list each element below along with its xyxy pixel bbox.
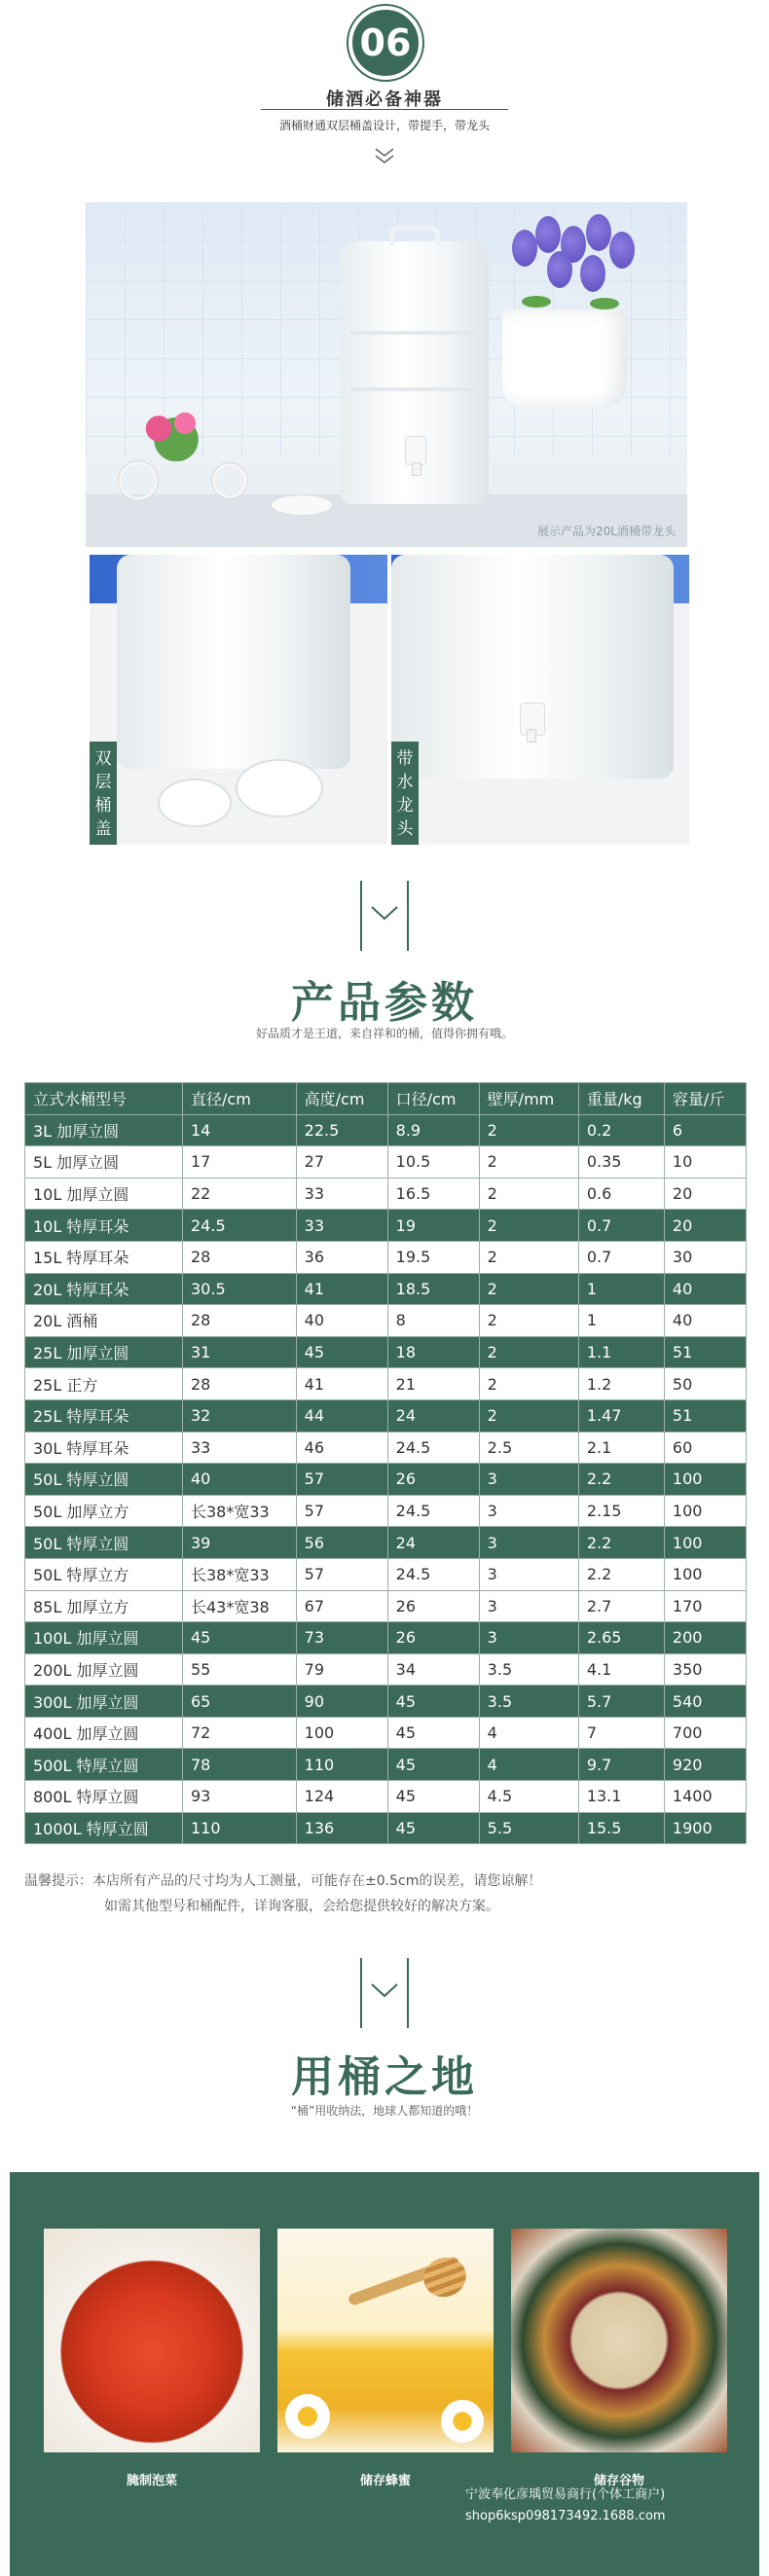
table-cell: 3.5	[479, 1653, 578, 1686]
table-cell: 26	[387, 1590, 479, 1622]
kimchi-photo	[44, 2229, 260, 2452]
table-cell: 33	[296, 1178, 387, 1210]
table-cell: 25L 特厚耳朵	[25, 1399, 183, 1432]
table-cell: 18	[387, 1336, 479, 1368]
table-cell: 2.15	[578, 1495, 664, 1527]
table-header: 直径/cm	[183, 1083, 297, 1115]
chevron-down-icon	[370, 1981, 399, 2001]
table-cell: 24.5	[183, 1210, 297, 1242]
table-cell: 45	[296, 1336, 387, 1368]
table-cell: 1000L 特厚立圆	[25, 1812, 183, 1844]
table-cell: 2	[479, 1399, 578, 1432]
table-cell: 20L 特厚耳朵	[25, 1273, 183, 1305]
table-cell: 19.5	[387, 1241, 479, 1273]
shop-url[interactable]: shop6ksp098173492.1688.com	[465, 2509, 666, 2523]
table-cell: 30	[664, 1241, 746, 1273]
table-cell: 18.5	[387, 1273, 479, 1305]
table-cell: 1400	[664, 1781, 746, 1813]
table-cell: 0.6	[578, 1178, 664, 1210]
table-cell: 50L 加厚立方	[25, 1495, 183, 1527]
chevron-down-icon	[370, 904, 399, 924]
barrel-lid	[271, 494, 333, 516]
table-cell: 1	[578, 1305, 664, 1337]
outer-cap	[236, 759, 323, 817]
params-subtitle: 好品质才是王道，来自祥和的桶，值得你拥有哦。	[255, 1027, 513, 1040]
table-cell: 67	[296, 1590, 387, 1622]
table-row	[25, 1590, 747, 1622]
table-cell: 2	[479, 1210, 578, 1242]
table-cell: 44	[296, 1399, 387, 1432]
table-cell: 16.5	[387, 1178, 479, 1210]
table-cell: 540	[664, 1686, 746, 1718]
tap-label: 带水龙头	[391, 742, 419, 845]
table-cell: 4	[479, 1717, 578, 1749]
table-cell: 22.5	[296, 1114, 387, 1146]
table-cell: 20	[664, 1178, 746, 1210]
table-cell: 3	[479, 1590, 578, 1622]
table-cell: 79	[296, 1653, 387, 1686]
table-row	[25, 1812, 747, 1844]
table-row	[25, 1749, 747, 1781]
table-cell: 51	[664, 1399, 746, 1432]
table-row	[25, 1241, 747, 1273]
table-cell: 46	[296, 1432, 387, 1464]
table-cell: 19	[387, 1210, 479, 1242]
table-cell: 1	[578, 1273, 664, 1305]
table-cell: 100	[664, 1558, 746, 1590]
table-cell: 28	[183, 1368, 297, 1400]
table-cell: 8	[387, 1305, 479, 1337]
table-cell: 24.5	[387, 1558, 479, 1590]
table-cell: 17	[183, 1146, 297, 1179]
table-cell: 55	[183, 1653, 297, 1686]
table-cell: 170	[664, 1590, 746, 1622]
table-row	[25, 1305, 747, 1337]
table-cell: 2	[479, 1305, 578, 1337]
usage-label: 储存蜂蜜	[359, 2474, 411, 2488]
table-cell: 长38*宽33	[183, 1558, 297, 1590]
table-row	[25, 1717, 747, 1749]
table-cell: 40	[183, 1464, 297, 1496]
table-cell: 45	[387, 1781, 479, 1813]
table-cell: 0.35	[578, 1146, 664, 1179]
table-cell: 65	[183, 1686, 297, 1718]
table-row	[25, 1399, 747, 1432]
table-cell: 200L 加厚立圆	[25, 1653, 183, 1686]
table-cell: 2	[479, 1146, 578, 1179]
table-cell: 41	[296, 1368, 387, 1400]
table-cell: 100	[664, 1527, 746, 1559]
params-title: 产品参数	[291, 978, 478, 1028]
table-cell: 50L 特厚立圆	[25, 1464, 183, 1496]
table-cell: 5L 加厚立圆	[25, 1146, 183, 1179]
usage-label: 腌制泡菜	[126, 2474, 177, 2488]
table-cell: 32	[183, 1399, 297, 1432]
table-cell: 33	[296, 1210, 387, 1242]
table-cell: 800L 特厚立圆	[25, 1781, 183, 1813]
table-row	[25, 1653, 747, 1686]
daisy	[441, 2400, 484, 2443]
table-row	[25, 1495, 747, 1527]
table-cell: 60	[664, 1432, 746, 1464]
table-cell: 36	[296, 1241, 387, 1273]
table-cell: 40	[296, 1305, 387, 1337]
table-cell: 24	[387, 1527, 479, 1559]
table-cell: 78	[183, 1749, 297, 1781]
table-cell: 110	[296, 1749, 387, 1781]
table-row	[25, 1686, 747, 1718]
table-cell: 0.7	[578, 1241, 664, 1273]
table-cell: 2	[479, 1336, 578, 1368]
table-cell: 4.1	[578, 1653, 664, 1686]
table-cell: 50L 特厚立圆	[25, 1527, 183, 1559]
table-cell: 40	[664, 1273, 746, 1305]
table-cell: 9.7	[578, 1749, 664, 1781]
section-arrow	[360, 881, 409, 951]
tap-photo	[391, 555, 689, 845]
table-cell: 10L 加厚立圆	[25, 1178, 183, 1210]
shop-name: 宁波奉化彦瑀贸易商行(个体工商户)	[465, 2487, 666, 2502]
table-cell: 39	[183, 1527, 297, 1559]
table-cell: 0.7	[578, 1210, 664, 1242]
table-cell: 85L 加厚立方	[25, 1590, 183, 1622]
table-row	[25, 1114, 747, 1146]
table-cell: 110	[183, 1812, 297, 1844]
table-cell: 2	[479, 1368, 578, 1400]
table-cell: 3	[479, 1527, 578, 1559]
table-cell: 10	[664, 1146, 746, 1179]
table-row	[25, 1527, 747, 1559]
table-cell: 7	[578, 1717, 664, 1749]
chevron-down-icon	[373, 146, 396, 165]
table-cell: 90	[296, 1686, 387, 1718]
table-cell: 51	[664, 1336, 746, 1368]
table-cell: 长43*宽38	[183, 1590, 297, 1622]
usage-label: 储存谷物	[593, 2474, 644, 2488]
table-cell: 27	[296, 1146, 387, 1179]
table-cell: 57	[296, 1495, 387, 1527]
section-number-badge	[348, 6, 422, 80]
wine-barrel	[341, 241, 489, 504]
table-cell: 2.1	[578, 1432, 664, 1464]
barrel-body	[117, 555, 350, 769]
table-cell: 1.47	[578, 1399, 664, 1432]
table-cell: 24.5	[387, 1495, 479, 1527]
table-cell: 45	[387, 1686, 479, 1718]
table-cell: 45	[183, 1622, 297, 1654]
table-cell: 13.1	[578, 1781, 664, 1813]
table-cell: 20	[664, 1210, 746, 1242]
double-lid-photo	[90, 555, 387, 845]
table-cell: 3.5	[479, 1686, 578, 1718]
lavender-plant	[493, 212, 648, 319]
table-cell: 56	[296, 1527, 387, 1559]
table-row	[25, 1273, 747, 1305]
table-cell: 2.5	[479, 1432, 578, 1464]
table-cell: 1.1	[578, 1336, 664, 1368]
table-cell: 31	[183, 1336, 297, 1368]
table-cell: 15.5	[578, 1812, 664, 1844]
table-cell: 24	[387, 1399, 479, 1432]
section-subtitle: 酒桶财通双层桶盖设计，带提手，带龙头	[278, 119, 490, 132]
table-cell: 26	[387, 1622, 479, 1654]
table-cell: 100	[664, 1495, 746, 1527]
table-cell: 26	[387, 1464, 479, 1496]
table-row	[25, 1558, 747, 1590]
table-cell: 21	[387, 1368, 479, 1400]
table-cell: 0.2	[578, 1114, 664, 1146]
grains-photo	[511, 2229, 727, 2452]
table-row	[25, 1781, 747, 1813]
table-cell: 700	[664, 1717, 746, 1749]
honey-photo	[277, 2229, 494, 2452]
table-header: 容量/斤	[664, 1083, 746, 1115]
table-cell: 920	[664, 1749, 746, 1781]
table-cell: 3	[479, 1495, 578, 1527]
table-cell: 200	[664, 1622, 746, 1654]
table-row	[25, 1178, 747, 1210]
table-cell: 2	[479, 1241, 578, 1273]
table-cell: 25L 加厚立圆	[25, 1336, 183, 1368]
table-row	[25, 1210, 747, 1242]
table-cell: 2.2	[578, 1527, 664, 1559]
table-cell: 72	[183, 1717, 297, 1749]
table-cell: 4	[479, 1749, 578, 1781]
table-cell: 2.2	[578, 1464, 664, 1496]
table-header: 壁厚/mm	[479, 1083, 578, 1115]
table-cell: 100L 加厚立圆	[25, 1622, 183, 1654]
shop-watermark	[465, 2485, 767, 2527]
section-title: 储酒必备神器	[326, 90, 443, 110]
table-cell: 2	[479, 1178, 578, 1210]
table-cell: 45	[387, 1717, 479, 1749]
honey-dipper	[418, 2252, 471, 2304]
table-cell: 25L 正方	[25, 1368, 183, 1400]
table-cell: 6	[664, 1114, 746, 1146]
table-cell: 2.7	[578, 1590, 664, 1622]
table-row	[25, 1464, 747, 1496]
table-cell: 4.5	[479, 1781, 578, 1813]
warm-tip: 温馨提示：本店所有产品的尺寸均为人工测量，可能存在±0.5cm的误差，请您谅解！	[24, 1873, 542, 1889]
table-cell: 500L 特厚立圆	[25, 1749, 183, 1781]
table-cell: 8.9	[387, 1114, 479, 1146]
table-cell: 40	[664, 1305, 746, 1337]
table-cell: 100	[664, 1464, 746, 1496]
table-header: 高度/cm	[296, 1083, 387, 1115]
product-photo-main	[86, 202, 687, 547]
flower-bike-decoration	[115, 407, 261, 504]
table-row	[25, 1622, 747, 1654]
barrel-body	[391, 555, 674, 779]
faucet-icon	[520, 703, 545, 736]
title-divider	[261, 109, 508, 110]
inner-cap	[158, 779, 232, 827]
table-cell: 1.2	[578, 1368, 664, 1400]
table-cell: 5.7	[578, 1686, 664, 1718]
table-header: 立式水桶型号	[25, 1083, 183, 1115]
table-cell: 2	[479, 1273, 578, 1305]
table-cell: 300L 加厚立圆	[25, 1686, 183, 1718]
table-cell: 45	[387, 1812, 479, 1844]
table-cell: 57	[296, 1558, 387, 1590]
table-cell: 22	[183, 1178, 297, 1210]
section-number: 06	[359, 21, 412, 64]
table-cell: 5.5	[479, 1812, 578, 1844]
table-cell: 3	[479, 1622, 578, 1654]
table-cell: 2.2	[578, 1558, 664, 1590]
table-cell: 2	[479, 1114, 578, 1146]
table-cell: 50L 特厚立方	[25, 1558, 183, 1590]
table-cell: 33	[183, 1432, 297, 1464]
table-cell: 3	[479, 1558, 578, 1590]
table-cell: 15L 特厚耳朵	[25, 1241, 183, 1273]
table-row	[25, 1432, 747, 1464]
table-cell: 2.65	[578, 1622, 664, 1654]
table-header-row	[25, 1083, 747, 1115]
table-cell: 100	[296, 1717, 387, 1749]
table-cell: 73	[296, 1622, 387, 1654]
table-row	[25, 1146, 747, 1179]
usage-title: 用桶之地	[291, 2052, 478, 2102]
tap-icon	[405, 436, 426, 465]
table-cell: 34	[387, 1653, 479, 1686]
table-cell: 28	[183, 1305, 297, 1337]
table-cell: 93	[183, 1781, 297, 1813]
table-cell: 350	[664, 1653, 746, 1686]
table-cell: 400L 加厚立圆	[25, 1717, 183, 1749]
table-cell: 30.5	[183, 1273, 297, 1305]
warm-tip-2: 如需其他型号和桶配件，详询客服，会给您提供较好的解决方案。	[104, 1899, 499, 1914]
table-cell: 57	[296, 1464, 387, 1496]
table-cell: 10L 特厚耳朵	[25, 1210, 183, 1242]
table-header: 重量/kg	[578, 1083, 664, 1115]
table-cell: 长38*宽33	[183, 1495, 297, 1527]
table-cell: 14	[183, 1114, 297, 1146]
table-cell: 30L 特厚耳朵	[25, 1432, 183, 1464]
table-header: 口径/cm	[387, 1083, 479, 1115]
table-cell: 10.5	[387, 1146, 479, 1179]
table-cell: 3	[479, 1464, 578, 1496]
table-cell: 28	[183, 1241, 297, 1273]
table-cell: 45	[387, 1749, 479, 1781]
table-cell: 124	[296, 1781, 387, 1813]
table-cell: 41	[296, 1273, 387, 1305]
table-cell: 3L 加厚立圆	[25, 1114, 183, 1146]
table-cell: 24.5	[387, 1432, 479, 1464]
table-cell: 136	[296, 1812, 387, 1844]
section-arrow	[360, 1958, 409, 2028]
double-lid-label: 双层桶盖	[90, 742, 117, 845]
table-cell: 50	[664, 1368, 746, 1400]
table-cell: 1900	[664, 1812, 746, 1844]
table-row	[25, 1336, 747, 1368]
barrel-handle	[389, 226, 440, 245]
table-row	[25, 1368, 747, 1400]
params-table	[24, 1082, 747, 1844]
flower-pot	[502, 309, 627, 407]
usage-subtitle: “桶”用收纳法，地球人都知道的哦！	[290, 2104, 479, 2118]
photo-caption: 展示产品为20L酒桶带龙头	[537, 525, 676, 538]
table-cell: 20L 酒桶	[25, 1305, 183, 1337]
daisy	[285, 2394, 330, 2439]
